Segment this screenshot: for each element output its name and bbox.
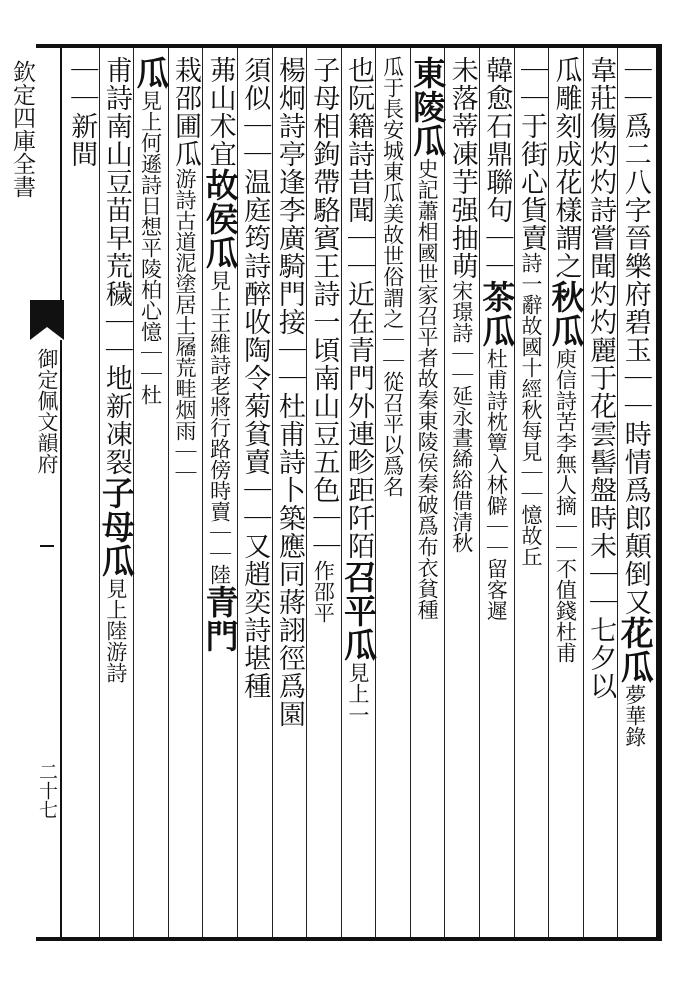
text-column	[59, 56, 103, 926]
page-number: 二十七	[36, 762, 58, 819]
headword: 瓜	[131, 56, 171, 90]
column-text: 楊炯詩亭逢李廣騎門接｜｜杜甫詩卜築應同蔣詡徑爲園	[273, 56, 305, 728]
headword: 召平瓜	[339, 560, 378, 662]
headword: 東陵瓜	[408, 56, 448, 158]
margin-tick-mark	[40, 545, 54, 547]
headword: 茶瓜	[477, 280, 517, 348]
column-text: 韓愈石鼎聯句｜｜	[481, 56, 513, 280]
collection-title: 欽定四庫全書	[9, 60, 35, 198]
right-border-rule	[656, 44, 662, 941]
headword: 花瓜	[615, 616, 655, 684]
column-text: 史記蕭相國世家召平者故秦東陵侯秦破爲布衣貧種	[415, 158, 440, 620]
bottom-border-rule	[36, 937, 662, 941]
column-text: 茀山术宜	[204, 56, 236, 168]
column-text: 甫詩南山豆苗早荒穢｜｜地新凍裂	[100, 56, 132, 476]
column-text: ｜｜于街心貨賣	[515, 56, 547, 252]
headword: 故侯瓜	[200, 168, 240, 270]
column-text: 也阮籍詩昔聞｜｜近在青門外連畛距阡陌	[343, 56, 374, 560]
book-title: 御定佩文韻府	[35, 348, 59, 474]
column-text: 見上一	[346, 662, 370, 725]
column-text: 庾信詩苦李無人摘｜｜不值錢杜甫	[553, 348, 578, 663]
headword: 青門	[200, 585, 240, 653]
column-text: 栽邵圃瓜	[170, 56, 202, 168]
column-text: 游詩古道泥塗居士屩荒畦烟雨｜｜	[173, 168, 198, 483]
column-text: 詩一辭故國十經秋每見｜｜憶故丘	[518, 252, 543, 567]
column-text: 子母相鉤帶駱賓王詩一頃南山豆五色｜｜	[308, 56, 340, 560]
headword: 子母瓜	[96, 476, 136, 578]
column-text: 夢華錄	[622, 684, 647, 747]
headword: 秋瓜	[546, 280, 586, 348]
top-border-rule	[36, 44, 662, 48]
column-text: 杜甫詩枕簟入林僻｜｜留客遲	[484, 348, 509, 621]
column-text: 作邵平	[311, 560, 336, 623]
column-text: 瓜雕刻成花樣謂之	[550, 56, 582, 280]
column-text: 瓜于長安城東瓜美故世俗謂之｜｜從召平以爲名	[380, 56, 405, 497]
column-text: ｜｜新間	[66, 56, 98, 168]
column-text: 見上何遜詩日想平陵柏心憶｜｜杜	[138, 90, 163, 405]
column-text: 未落蒂凍芋强抽萌	[446, 56, 478, 280]
column-text: 韋莊傷灼灼詩嘗聞灼灼麗于花雲髻盤時未｜｜七夕以	[585, 56, 617, 700]
column-text: 宋璟詩｜｜延永晝絺綌借清秋	[449, 280, 474, 553]
column-text: 見上陸游詩	[103, 578, 128, 683]
column-text: 見上王維詩老將行路傍時賣｜｜陸	[207, 270, 232, 585]
column-text: ｜｜爲二八字晉樂府碧玉｜｜時情爲郎顛倒又	[619, 56, 651, 616]
column-text: 須似｜｜温庭筠詩醉收陶令菊貧賣｜｜又趙奕詩堪種	[239, 56, 271, 700]
